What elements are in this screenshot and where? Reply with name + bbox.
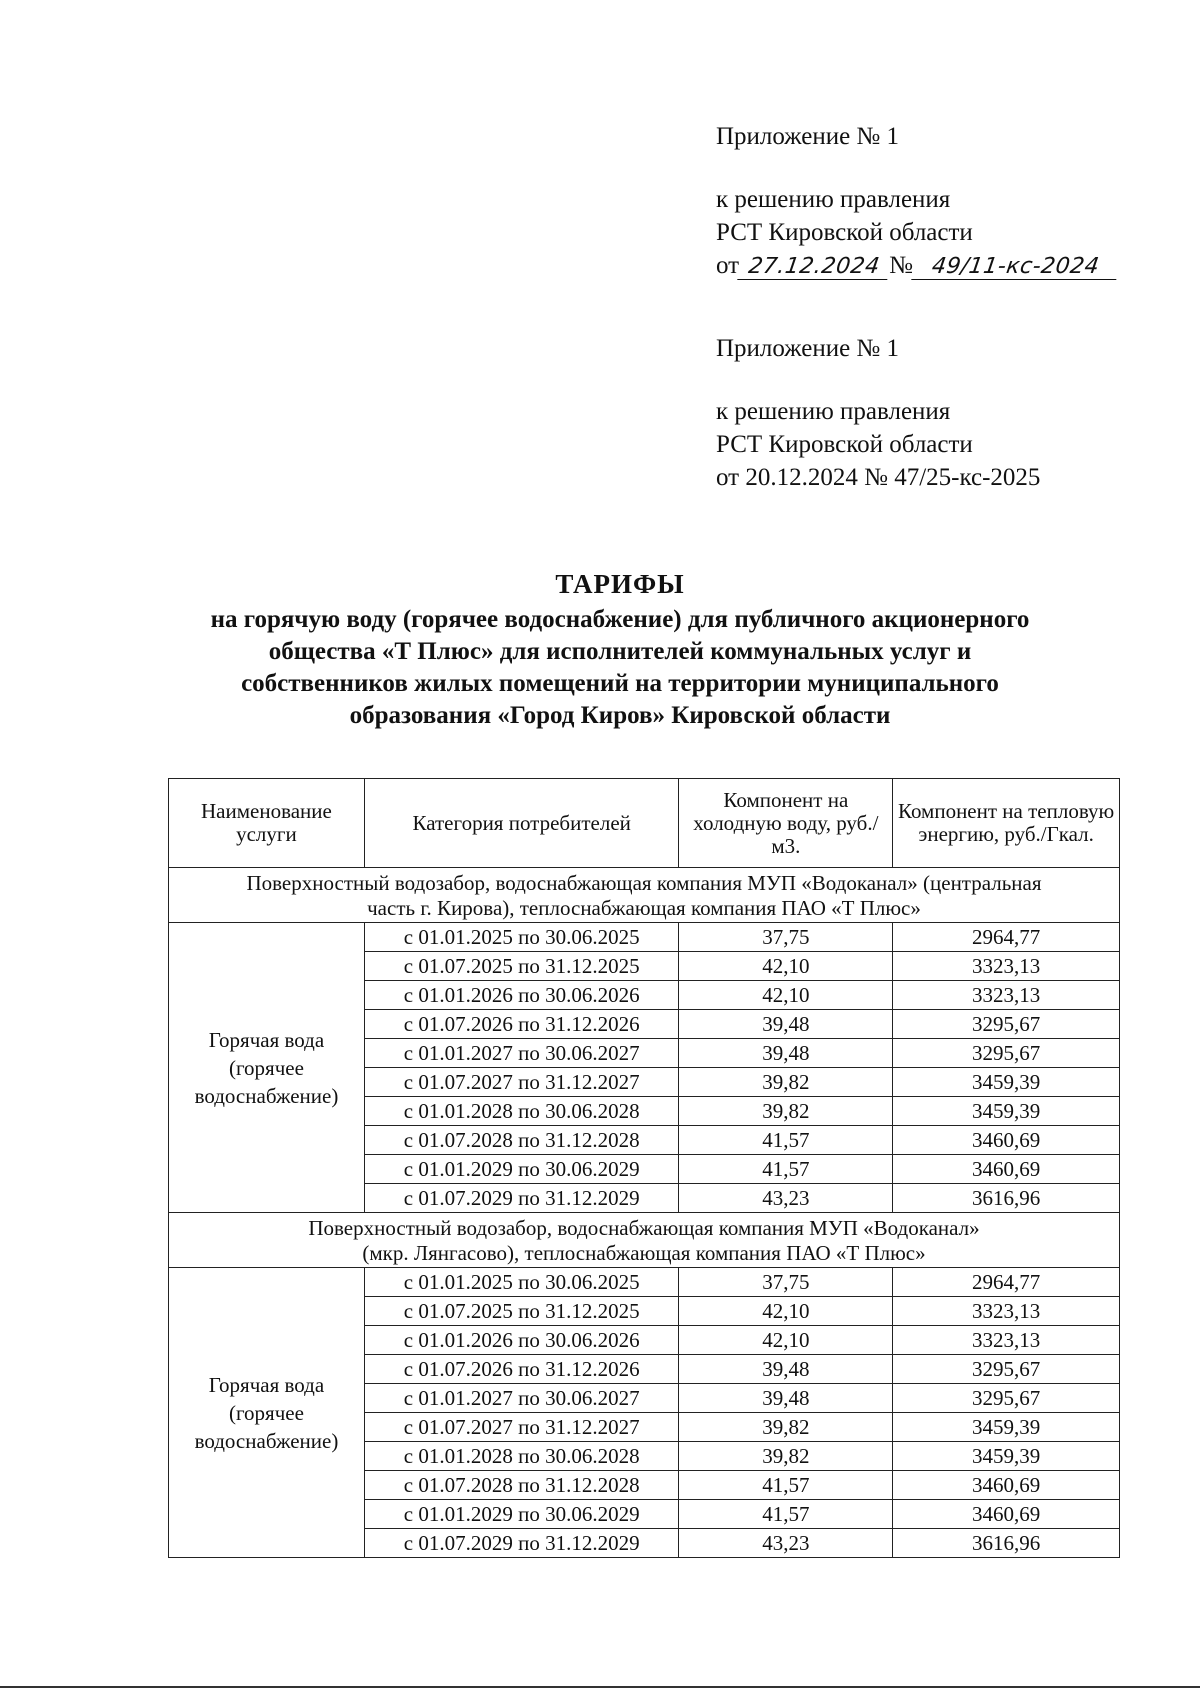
tariff-table xyxy=(168,778,1120,1558)
cold-water-cell: 39,48 xyxy=(679,1384,893,1413)
period-cell: с 01.07.2028 по 31.12.2028 xyxy=(364,1471,679,1500)
cold-water-cell: 42,10 xyxy=(679,952,893,981)
section-title-line: Поверхностный водозабор, водоснабжающая компания МУП «Водоканал» xyxy=(308,1216,980,1240)
cold-water-cell: 39,82 xyxy=(679,1097,893,1126)
appendix-title: Приложение № 1 xyxy=(716,335,900,362)
cold-water-cell: 39,82 xyxy=(679,1413,893,1442)
subtitle-line: собственников жилых помещений на территории муниципального xyxy=(241,670,999,697)
number-sign: № xyxy=(889,252,913,279)
cold-water-cell: 39,48 xyxy=(679,1355,893,1384)
cold-water-cell: 42,10 xyxy=(679,981,893,1010)
period-cell: с 01.07.2027 по 31.12.2027 xyxy=(364,1068,679,1097)
heat-cell: 3323,13 xyxy=(893,1326,1120,1355)
period-cell: с 01.01.2025 по 30.06.2025 xyxy=(364,923,679,952)
cold-water-cell: 37,75 xyxy=(679,1268,893,1297)
service-line: (горячее xyxy=(228,1055,304,1080)
cold-water-cell: 43,23 xyxy=(679,1529,893,1558)
cold-water-cell: 39,48 xyxy=(679,1039,893,1068)
heat-cell: 3295,67 xyxy=(893,1039,1120,1068)
section-title xyxy=(169,1213,1120,1268)
decision-date-number xyxy=(716,249,1118,282)
cold-water-cell: 39,82 xyxy=(679,1068,893,1097)
heat-cell: 3295,67 xyxy=(893,1384,1120,1413)
period-cell: с 01.07.2028 по 31.12.2028 xyxy=(364,1126,679,1155)
cold-water-cell: 42,10 xyxy=(679,1326,893,1355)
appendix-block-1 xyxy=(716,120,1118,282)
decision-date-number: от 20.12.2024 № 47/25-кс-2025 xyxy=(716,464,1041,491)
decision-line: к решению правления xyxy=(716,186,951,213)
heat-cell: 3323,13 xyxy=(893,1297,1120,1326)
appendix-title: Приложение № 1 xyxy=(716,123,900,150)
heat-cell: 3323,13 xyxy=(893,952,1120,981)
section-title-line: Поверхностный водозабор, водоснабжающая компания МУП «Водоканал» (центральная xyxy=(246,871,1042,895)
service-line: Горячая вода xyxy=(208,1372,325,1397)
document-title: ТАРИФЫ xyxy=(555,569,685,599)
heat-cell: 3460,69 xyxy=(893,1471,1120,1500)
cold-water-cell: 41,57 xyxy=(679,1471,893,1500)
heat-cell: 3459,39 xyxy=(893,1413,1120,1442)
header-heat: Компонент на тепловую энергию, руб./Гкал. xyxy=(893,779,1120,868)
period-cell: с 01.01.2025 по 30.06.2025 xyxy=(364,1268,679,1297)
authority-line: РСТ Кировской области xyxy=(716,219,973,246)
cold-water-cell: 39,48 xyxy=(679,1010,893,1039)
cold-water-cell: 42,10 xyxy=(679,1297,893,1326)
service-line: водоснабжение) xyxy=(194,1083,339,1108)
heat-cell: 2964,77 xyxy=(893,923,1120,952)
heat-cell: 3323,13 xyxy=(893,981,1120,1010)
period-cell: с 01.01.2029 по 30.06.2029 xyxy=(364,1500,679,1529)
period-cell: с 01.07.2029 по 31.12.2029 xyxy=(364,1184,679,1213)
section-header-row xyxy=(169,1213,1120,1268)
cold-water-cell: 39,82 xyxy=(679,1442,893,1471)
heat-cell: 3616,96 xyxy=(893,1184,1120,1213)
table-header-row xyxy=(169,779,1120,868)
service-line: Горячая вода xyxy=(208,1027,325,1052)
period-cell: с 01.07.2029 по 31.12.2029 xyxy=(364,1529,679,1558)
page-bottom-rule xyxy=(0,1686,1200,1688)
heat-cell: 3616,96 xyxy=(893,1529,1120,1558)
section-title-line: часть г. Кирова), теплоснабжающая компания ПАО «Т Плюс» xyxy=(367,896,921,920)
section-header-row xyxy=(169,868,1120,923)
table-row xyxy=(169,923,1120,952)
header-category: Категория потребителей xyxy=(364,779,679,868)
service-line: водоснабжение) xyxy=(194,1428,339,1453)
period-cell: с 01.01.2027 по 30.06.2027 xyxy=(364,1384,679,1413)
period-cell: с 01.07.2025 по 31.12.2025 xyxy=(364,1297,679,1326)
subtitle-line: общества «Т Плюс» для исполнителей коммунальных услуг и xyxy=(268,638,972,665)
subtitle-line: образования «Город Киров» Кировской области xyxy=(349,702,891,729)
header-cold-water: Компонент на холодную воду, руб./м3. xyxy=(679,779,893,868)
section-title-line: (мкр. Лянгасово), теплоснабжающая компания ПАО «Т Плюс» xyxy=(362,1241,926,1265)
document-heading xyxy=(130,568,1110,732)
period-cell: с 01.07.2026 по 31.12.2026 xyxy=(364,1010,679,1039)
service-name xyxy=(169,923,365,1213)
heat-cell: 3460,69 xyxy=(893,1126,1120,1155)
decision-line: к решению правления xyxy=(716,398,951,425)
cold-water-cell: 37,75 xyxy=(679,923,893,952)
from-prefix: от xyxy=(716,252,740,279)
appendix-block-2 xyxy=(716,332,1040,494)
handwritten-number: 49/11-кс-2024 xyxy=(911,255,1120,280)
period-cell: с 01.07.2027 по 31.12.2027 xyxy=(364,1413,679,1442)
table-row xyxy=(169,1268,1120,1297)
heat-cell: 3295,67 xyxy=(893,1355,1120,1384)
subtitle-line: на горячую воду (горячее водоснабжение) для публичного акционерного xyxy=(210,606,1030,633)
heat-cell: 3295,67 xyxy=(893,1010,1120,1039)
heat-cell: 3460,69 xyxy=(893,1155,1120,1184)
cold-water-cell: 41,57 xyxy=(679,1500,893,1529)
heat-cell: 3459,39 xyxy=(893,1442,1120,1471)
period-cell: с 01.01.2029 по 30.06.2029 xyxy=(364,1155,679,1184)
period-cell: с 01.01.2028 по 30.06.2028 xyxy=(364,1097,679,1126)
authority-line: РСТ Кировской области xyxy=(716,431,973,458)
heat-cell: 3459,39 xyxy=(893,1097,1120,1126)
period-cell: с 01.01.2026 по 30.06.2026 xyxy=(364,1326,679,1355)
handwritten-date: 27.12.2024 xyxy=(737,255,891,280)
heat-cell: 3459,39 xyxy=(893,1068,1120,1097)
heat-cell: 3460,69 xyxy=(893,1500,1120,1529)
period-cell: с 01.07.2026 по 31.12.2026 xyxy=(364,1355,679,1384)
period-cell: с 01.01.2027 по 30.06.2027 xyxy=(364,1039,679,1068)
section-title xyxy=(169,868,1120,923)
cold-water-cell: 43,23 xyxy=(679,1184,893,1213)
header-service: Наименование услуги xyxy=(169,779,365,868)
service-line: (горячее xyxy=(228,1400,304,1425)
heat-cell: 2964,77 xyxy=(893,1268,1120,1297)
service-name xyxy=(169,1268,365,1558)
period-cell: с 01.01.2026 по 30.06.2026 xyxy=(364,981,679,1010)
cold-water-cell: 41,57 xyxy=(679,1126,893,1155)
period-cell: с 01.07.2025 по 31.12.2025 xyxy=(364,952,679,981)
period-cell: с 01.01.2028 по 30.06.2028 xyxy=(364,1442,679,1471)
cold-water-cell: 41,57 xyxy=(679,1155,893,1184)
